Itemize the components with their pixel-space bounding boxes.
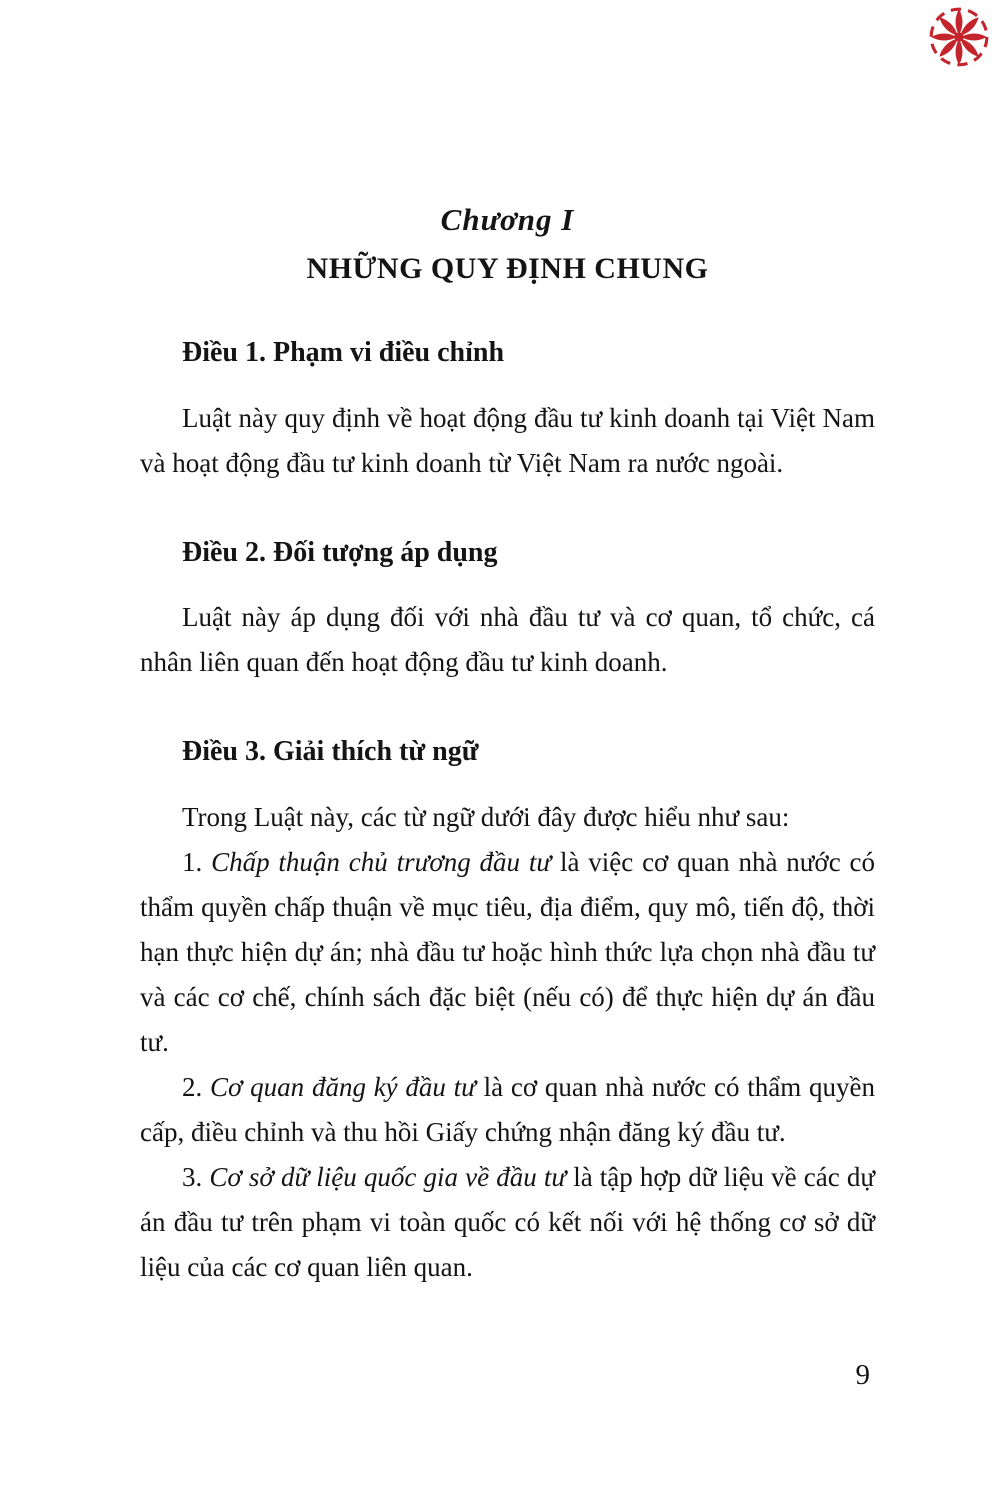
article-3-item-2: 2. Cơ quan đăng ký đầu tư là cơ quan nhà nước có thẩm quyền cấp, điều chỉnh và thu hồi Giấy chứng nhận đăng ký đầu tư.: [140, 1071, 875, 1147]
chapter-title: NHỮNG QUY ĐỊNH CHUNG: [306, 252, 709, 285]
article-2-heading: Điều 2. Đối tượng áp dụng: [182, 536, 498, 568]
article-1-paragraph: Luật này quy định về hoạt động đầu tư kinh doanh tại Việt Nam và hoạt động đầu tư kinh doanh từ Việt Nam ra nước ngoài.: [140, 402, 875, 478]
chapter-label: Chương I: [440, 202, 575, 237]
article-3-heading: Điều 3. Giải thích từ ngữ: [182, 736, 479, 768]
page-number: 9: [855, 1359, 870, 1391]
article-3-item-3: 3. Cơ sở dữ liệu quốc gia về đầu tư là tập hợp dữ liệu về các dự án đầu tư trên phạm vi toàn quốc có kết nối với hệ thống cơ sở dữ liệu của các cơ quan liên quan.: [140, 1161, 875, 1282]
article-2-paragraph: Luật này áp dụng đối với nhà đầu tư và cơ quan, tổ chức, cá nhân liên quan đến hoạt động đầu tư kinh doanh.: [140, 602, 875, 678]
article-1-heading: Điều 1. Phạm vi điều chỉnh: [182, 337, 505, 368]
article-2: [140, 536, 875, 686]
article-1: [140, 336, 875, 486]
publisher-logo-icon: [926, 4, 992, 70]
chapter-header: [140, 0, 875, 286]
article-3: [140, 735, 875, 1290]
article-3-intro: Trong Luật này, các từ ngữ dưới đây được hiểu như sau:: [182, 801, 790, 832]
article-3-item-1: 1. Chấp thuận chủ trương đầu tư là việc cơ quan nhà nước có thẩm quyền chấp thuận về mục tiêu, địa điểm, quy mô, tiến độ, thời hạn thực hiện dự án; nhà đầu tư hoặc hình thức lựa chọn nhà đầu tư và các cơ chế, chính sách đặc biệt (nếu có) để thực hiện dự án đầu tư.: [140, 846, 876, 1057]
